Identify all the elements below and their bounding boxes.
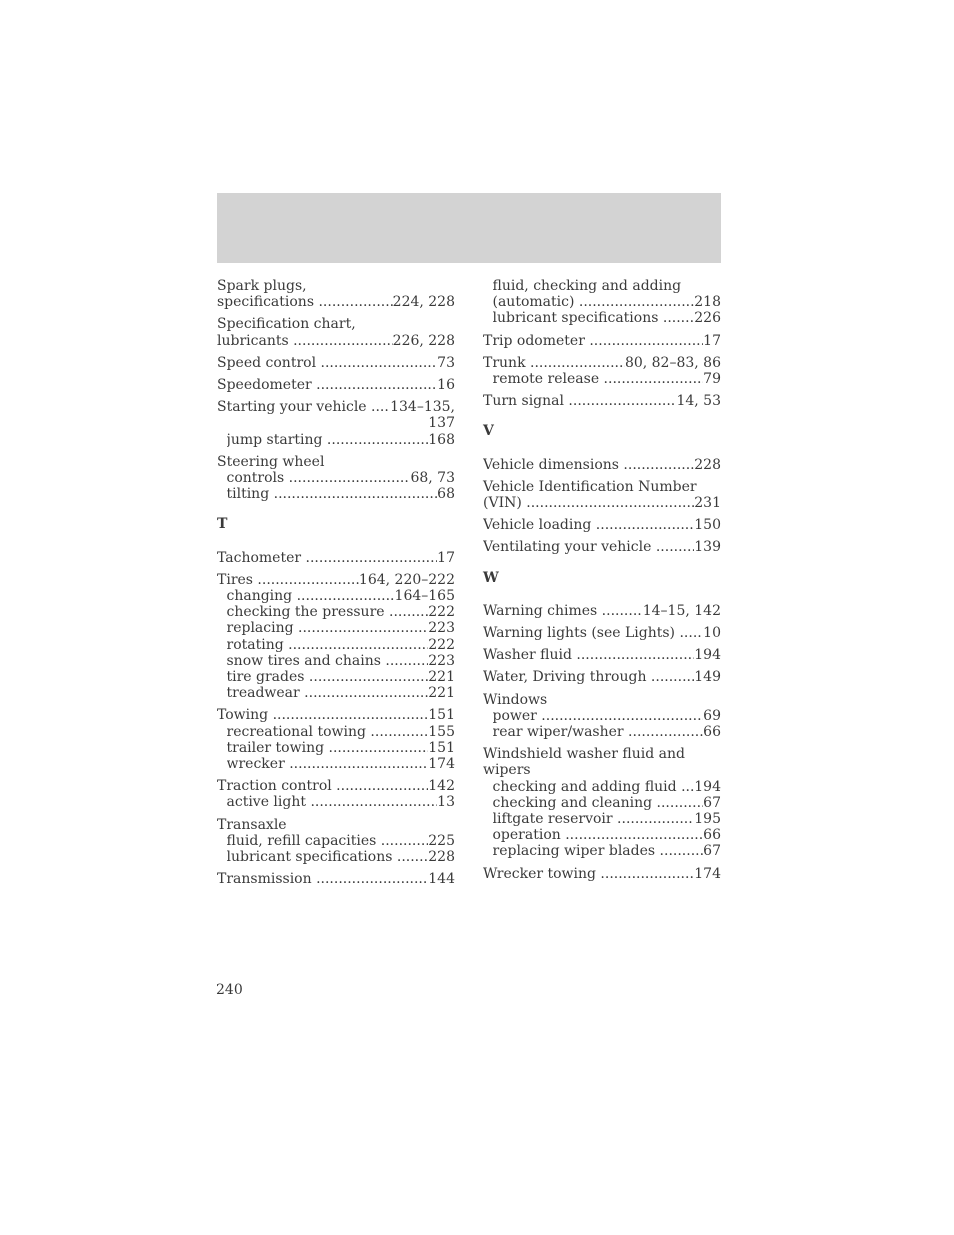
page-reference: 150 bbox=[694, 517, 721, 534]
page-reference: 68 bbox=[437, 486, 455, 503]
index-subentry bbox=[217, 849, 455, 865]
index-term: Transaxle bbox=[217, 816, 287, 833]
index-entry bbox=[483, 692, 721, 741]
index-term: treadwear ..... bbox=[227, 685, 429, 701]
page-reference: 222 bbox=[428, 604, 455, 621]
index-term: Vehicle loading ..... bbox=[483, 517, 694, 533]
index-term-line bbox=[217, 355, 455, 371]
index-subentry bbox=[483, 724, 721, 740]
index-subentry bbox=[217, 637, 455, 653]
index-term: tire grades ..... bbox=[227, 669, 429, 685]
index-subentry bbox=[217, 588, 455, 604]
page-reference: 195 bbox=[694, 811, 721, 828]
page-reference: 79 bbox=[703, 371, 721, 388]
index-term-line bbox=[483, 746, 721, 762]
page-reference: 228 bbox=[428, 849, 455, 866]
header-band bbox=[217, 193, 721, 263]
index-term: Transmission ..... bbox=[217, 871, 428, 887]
index-subentry bbox=[217, 756, 455, 772]
index-term: Vehicle dimensions ..... bbox=[483, 457, 694, 473]
page-reference: 10 bbox=[703, 625, 721, 642]
index-entry bbox=[483, 333, 721, 349]
index-entry bbox=[217, 399, 455, 448]
index-term: lubricant specifications ..... bbox=[227, 849, 429, 865]
index-term: Steering wheel bbox=[217, 453, 325, 470]
index-subentry bbox=[217, 794, 455, 810]
index-entry bbox=[483, 355, 721, 387]
page-reference: 221 bbox=[428, 669, 455, 686]
index-term-line bbox=[483, 479, 721, 495]
index-entry bbox=[217, 377, 455, 393]
index-entry bbox=[217, 550, 455, 566]
index-term-line bbox=[483, 393, 721, 409]
index-term: Trip odometer ..... bbox=[483, 333, 703, 349]
index-entry bbox=[483, 866, 721, 882]
page-reference: 66 bbox=[703, 724, 721, 741]
page-reference: 14, 53 bbox=[676, 393, 721, 410]
index-entry bbox=[483, 517, 721, 533]
index-term-line bbox=[483, 495, 721, 511]
index-entry bbox=[217, 871, 455, 887]
index-term: Turn signal ..... bbox=[483, 393, 676, 409]
index-term: wipers bbox=[483, 762, 531, 779]
index-term: lubricant specifications ..... bbox=[493, 310, 695, 326]
index-term-line bbox=[483, 355, 721, 371]
index-term-line bbox=[217, 333, 455, 349]
index-term-line bbox=[483, 762, 721, 778]
page-reference: 151 bbox=[428, 739, 455, 756]
index-term: Vehicle Identification Number bbox=[483, 478, 697, 495]
page-reference: 164–165 bbox=[394, 588, 455, 605]
index-term: operation ..... bbox=[493, 827, 704, 843]
page-reference: 221 bbox=[428, 685, 455, 702]
index-term: rear wiper/washer ..... bbox=[493, 724, 704, 740]
index-term-line bbox=[217, 399, 455, 415]
page-reference: 142 bbox=[428, 778, 455, 795]
index-term-line bbox=[217, 278, 455, 294]
index-entry bbox=[217, 817, 455, 866]
page-reference: 231 bbox=[694, 495, 721, 512]
page-reference: 149 bbox=[694, 669, 721, 686]
index-entry bbox=[483, 539, 721, 555]
page-reference: 222 bbox=[428, 636, 455, 653]
index-term: fluid, checking and adding bbox=[492, 278, 682, 294]
page-reference: 69 bbox=[703, 707, 721, 724]
index-column-right bbox=[483, 278, 721, 888]
page-reference: 224, 228 bbox=[392, 294, 455, 311]
index-subentry bbox=[483, 708, 721, 724]
index-term-line bbox=[483, 517, 721, 533]
page-reference: 139 bbox=[694, 539, 721, 556]
page-reference: 174 bbox=[694, 865, 721, 882]
index-term-line bbox=[217, 550, 455, 566]
index-term-line bbox=[483, 692, 721, 708]
index-term-line bbox=[483, 866, 721, 882]
index-term: Towing ..... bbox=[217, 707, 428, 723]
index-subentry bbox=[217, 620, 455, 636]
page-reference: 17 bbox=[437, 549, 455, 566]
index-term-line bbox=[217, 871, 455, 887]
page-reference: 67 bbox=[703, 843, 721, 860]
page-reference: 68, 73 bbox=[410, 470, 455, 487]
index-term: Traction control ..... bbox=[217, 778, 428, 794]
index-subentry bbox=[217, 432, 455, 448]
index-subentry bbox=[483, 371, 721, 387]
index-term: power ..... bbox=[493, 708, 704, 724]
page-reference: 168 bbox=[428, 431, 455, 448]
index-term-line bbox=[483, 603, 721, 619]
index-term: Ventilating your vehicle ..... bbox=[483, 539, 694, 555]
index-entry bbox=[483, 603, 721, 619]
index-entry bbox=[483, 669, 721, 685]
index-term: Warning lights (see Lights) ..... bbox=[483, 625, 703, 641]
page-reference: 73 bbox=[437, 354, 455, 371]
index-term-line bbox=[217, 454, 455, 470]
page-reference: 218 bbox=[694, 294, 721, 311]
index-term: Water, Driving through ..... bbox=[483, 669, 694, 685]
page-reference: 174 bbox=[428, 756, 455, 773]
index-subentry bbox=[217, 604, 455, 620]
page-reference: 13 bbox=[437, 794, 455, 811]
index-term: Spark plugs, bbox=[217, 278, 307, 294]
index-term-line bbox=[217, 316, 455, 332]
index-term-line bbox=[483, 539, 721, 555]
page-number: 240 bbox=[216, 982, 243, 998]
page-reference: 223 bbox=[428, 652, 455, 669]
index-term: replacing wiper blades ..... bbox=[493, 843, 704, 859]
index-term: checking the pressure ..... bbox=[227, 604, 429, 620]
index-term-line bbox=[217, 817, 455, 833]
index-subentry bbox=[217, 486, 455, 502]
index-subentry bbox=[217, 740, 455, 756]
index-entry bbox=[217, 778, 455, 810]
index-subentry bbox=[483, 294, 721, 310]
page-reference: 225 bbox=[428, 832, 455, 849]
index-term: active light ..... bbox=[227, 794, 438, 810]
index-subentry bbox=[217, 669, 455, 685]
index-entry bbox=[217, 355, 455, 371]
index-term: rotating ..... bbox=[227, 637, 429, 653]
page-reference: 134–135, bbox=[390, 399, 455, 416]
page-reference: 155 bbox=[428, 723, 455, 740]
index-term: tilting ..... bbox=[227, 486, 438, 502]
index-term: Specification chart, bbox=[217, 316, 356, 333]
index-entry bbox=[217, 278, 455, 310]
index-term: recreational towing ..... bbox=[227, 724, 429, 740]
page-reference: 67 bbox=[703, 794, 721, 811]
page-reference: 80, 82–83, 86 bbox=[624, 354, 721, 371]
index-term: checking and cleaning ..... bbox=[493, 795, 704, 811]
index-term-line bbox=[217, 778, 455, 794]
index-term: lubricants ..... bbox=[217, 333, 393, 349]
index-subentry bbox=[483, 843, 721, 859]
index-term-line bbox=[217, 294, 455, 310]
index-term: (VIN) ..... bbox=[483, 495, 694, 511]
index-entry bbox=[217, 316, 455, 348]
index-subentry bbox=[483, 278, 721, 294]
page-reference: 151 bbox=[428, 707, 455, 724]
index-term: checking and adding fluid ..... bbox=[493, 779, 695, 795]
index-term: changing ..... bbox=[227, 588, 395, 604]
index-subentry bbox=[217, 724, 455, 740]
page-reference: 226, 228 bbox=[392, 332, 455, 349]
index-term: Warning chimes ..... bbox=[483, 603, 643, 619]
index-term: (automatic) ..... bbox=[493, 294, 695, 310]
index-subentry bbox=[483, 310, 721, 326]
section-letter-heading: T bbox=[217, 516, 228, 533]
index-entry bbox=[483, 278, 721, 327]
page-reference: 164, 220–222 bbox=[358, 571, 455, 588]
page-reference: 14–15, 142 bbox=[642, 602, 721, 619]
index-term: Windows bbox=[483, 691, 548, 708]
index-entry bbox=[483, 393, 721, 409]
index-term-line bbox=[483, 647, 721, 663]
index-term: Speedometer ..... bbox=[217, 377, 437, 393]
index-term: snow tires and chains ..... bbox=[227, 653, 429, 669]
index-entry bbox=[483, 457, 721, 473]
index-term: Windshield washer fluid and bbox=[483, 746, 685, 763]
index-term-line bbox=[217, 572, 455, 588]
index-subentry bbox=[217, 833, 455, 849]
index-term: fluid, refill capacities ..... bbox=[227, 833, 429, 849]
index-subentry bbox=[483, 811, 721, 827]
index-term: controls ..... bbox=[227, 470, 411, 486]
index-entry bbox=[217, 572, 455, 702]
page-reference: 16 bbox=[437, 377, 455, 394]
page-reference: 194 bbox=[694, 647, 721, 664]
index-subentry bbox=[483, 827, 721, 843]
index-term: Tires ..... bbox=[217, 572, 359, 588]
index-term: liftgate reservoir ..... bbox=[493, 811, 695, 827]
index-entry bbox=[483, 647, 721, 663]
index-subentry bbox=[217, 653, 455, 669]
page-reference: 194 bbox=[694, 778, 721, 795]
index-term: Starting your vehicle ..... bbox=[217, 399, 390, 415]
index-term: specifications ..... bbox=[217, 294, 393, 310]
index-term: Trunk ..... bbox=[483, 355, 625, 371]
section-letter-heading: V bbox=[483, 423, 494, 440]
index-term: jump starting ..... bbox=[227, 432, 429, 448]
index-term: Washer fluid ..... bbox=[483, 647, 694, 663]
index-term-line bbox=[217, 707, 455, 723]
index-entry bbox=[483, 479, 721, 511]
index-subentry bbox=[483, 779, 721, 795]
page-reference: 144 bbox=[428, 871, 455, 888]
page-ref-continuation: 137 bbox=[428, 415, 455, 432]
index-subentry bbox=[217, 685, 455, 701]
index-entry bbox=[483, 746, 721, 859]
index-entry bbox=[483, 625, 721, 641]
index-term: trailer towing ..... bbox=[227, 740, 429, 756]
index-term-line bbox=[217, 377, 455, 393]
index-term: Speed control ..... bbox=[217, 355, 437, 371]
index-subentry bbox=[483, 795, 721, 811]
index-term-line bbox=[483, 669, 721, 685]
index-term-line bbox=[483, 625, 721, 641]
index-term: wrecker ..... bbox=[227, 756, 429, 772]
page-reference: 223 bbox=[428, 620, 455, 637]
index-column-left bbox=[217, 278, 455, 894]
section-letter-heading: W bbox=[483, 569, 499, 586]
index-term: remote release ..... bbox=[493, 371, 704, 387]
index-term-line bbox=[483, 457, 721, 473]
page-reference: 66 bbox=[703, 827, 721, 844]
index-entry bbox=[217, 707, 455, 772]
index-subentry bbox=[217, 470, 455, 486]
page-reference: 17 bbox=[703, 332, 721, 349]
page-reference: 226 bbox=[694, 310, 721, 327]
index-term-line bbox=[483, 333, 721, 349]
index-entry bbox=[217, 454, 455, 503]
index-term: Wrecker towing ..... bbox=[483, 866, 694, 882]
page-reference: 228 bbox=[694, 456, 721, 473]
index-term: replacing ..... bbox=[227, 620, 429, 636]
index-term: Tachometer ..... bbox=[217, 550, 437, 566]
